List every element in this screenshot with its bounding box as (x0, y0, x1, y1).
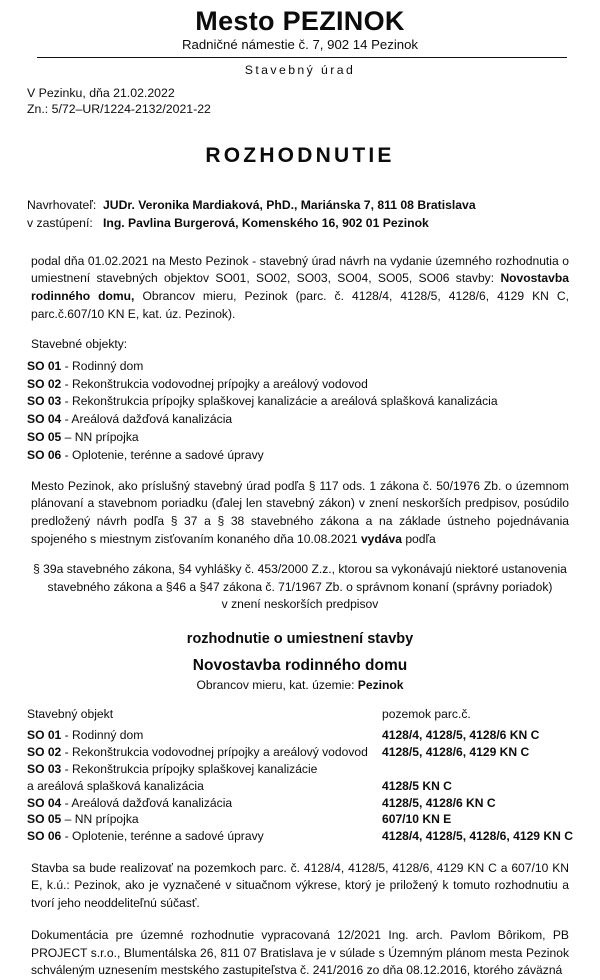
row-object-separator: - (61, 745, 73, 760)
row-object (27, 761, 382, 778)
object-name: Rekonštrukcia vodovodnej prípojky a areálový vodovod (72, 376, 368, 391)
list-item (27, 358, 600, 376)
object-code: SO 04 (27, 412, 62, 427)
row-object-separator: - (61, 728, 73, 743)
object-name: NN prípojka (74, 430, 139, 445)
object-code: SO 06 (27, 448, 62, 463)
object-separator: – (61, 430, 75, 445)
row-object-continuation: a areálová splašková kanalizácia (27, 778, 204, 793)
row-object-name: Oplotenie, terénne a sadové úpravy (72, 829, 264, 844)
row-parcel (382, 761, 575, 778)
row-object (27, 828, 382, 845)
citation-line-3: v znení neskorších predpisov (221, 597, 379, 612)
row-object-name: NN prípojka (74, 812, 139, 827)
object-name: Rekonštrukcia prípojky splaškovej kanalizácie a areálová splašková kanalizácia (72, 394, 498, 409)
organization-title: Mesto PEZINOK (195, 6, 405, 36)
row-object (27, 794, 382, 811)
object-separator: - (61, 394, 73, 409)
legal-basis-paragraph (31, 478, 569, 548)
realization-paragraph: Stavba sa bude realizovať na pozemkoch parc. č. 4128/4, 4128/5, 4128/6, 4129 KN C a 607/10 KN E, k.ú.: Pezinok, ako je vyznačené v situačnom výkrese, ktorý je priložený k tomuto rozhodnutiu a tvorí jeho neoddeliteľnú súčasť. (31, 860, 569, 910)
organization-address: Radničné námestie č. 7, 902 14 Pezinok (181, 37, 419, 53)
decision-location (0, 678, 600, 692)
object-code: SO 02 (27, 376, 62, 391)
row-object-code: SO 03 (27, 762, 62, 777)
object-code: SO 01 (27, 358, 62, 373)
letterhead (0, 0, 600, 77)
row-parcel: 607/10 KN E (382, 812, 452, 827)
parcel-table (27, 706, 575, 845)
table-row (27, 744, 575, 761)
row-object (27, 811, 382, 828)
object-name: Rodinný dom (72, 358, 144, 373)
row-parcel: 4128/5, 4128/6 KN C (382, 795, 496, 810)
row-object-name: Rodinný dom (72, 728, 144, 743)
row-object-name: Rekonštrukcia prípojky splaškovej kanalizácie (72, 762, 318, 777)
header-object: Stavebný objekt (27, 707, 114, 722)
list-item (27, 411, 600, 429)
row-object-separator: - (61, 762, 73, 777)
parcel-table-head (27, 706, 575, 727)
table-row-continuation (27, 777, 575, 794)
file-number: Zn.: 5/72–UR/1224-2132/2021-22 (27, 102, 211, 117)
table-row (27, 811, 575, 828)
row-object (27, 744, 382, 761)
citation-line-1: § 39a stavebného zákona, §4 vyhlášky č. 453/2000 Z.z., ktorou sa vykonávajú niektoré ustanovenia (33, 562, 567, 577)
objects-label: Stavebné objekty: (31, 337, 128, 352)
row-object-name: Areálová dažďová kanalizácia (71, 795, 233, 810)
legal-basis-tail: podľa (401, 531, 436, 546)
table-row (27, 761, 575, 778)
row-object-separator: – (61, 812, 75, 827)
table-row (27, 794, 575, 811)
list-item (27, 447, 600, 465)
parcel-table-body (27, 727, 575, 844)
documentation-paragraph: Dokumentácia pre územné rozhodnutie vypracovaná 12/2021 Ing. arch. Pavlom Bôrikom, PB PROJECT s.r.o., Blumentálska 26, 811 07 Bratislava je v súlade s Územným plánom mesta Pezinok schváleným uznesením mestského zastupiteľstva č. 241/2016 zo dňa 08.12.2016, ktorého záväzná (31, 928, 569, 978)
document-heading: ROZHODNUTIE (205, 144, 395, 168)
object-separator: - (61, 358, 73, 373)
object-separator: - (61, 448, 73, 463)
decision-location-prefix: Obrancov mieru, kat. územie: (196, 677, 358, 692)
row-object-code: SO 01 (27, 728, 62, 743)
row-object-separator: - (61, 829, 73, 844)
legal-basis-text: Mesto Pezinok, ako príslušný stavebný úrad podľa § 117 ods. 1 zákona č. 50/1976 Zb. o územnom plánovaní a stavebnom poriadku (ďalej len stavebný zákon) v znení neskorších predpisov, posúdilo predložený návrh podľa § 37 a § 38 stavebného zákona a na základe ústneho pojednávania spojeného s miestnym zisťovaním konaného dňa 10.08.2021 (31, 478, 569, 546)
object-code: SO 03 (27, 394, 62, 409)
object-name: Areálová dažďová kanalizácia (71, 412, 233, 427)
row-parcel: 4128/4, 4128/5, 4128/6 KN C (382, 728, 540, 743)
proposer-label: Navrhovateľ: (27, 198, 97, 213)
legal-issues-keyword: vydáva (360, 531, 402, 546)
department-name: Stavebný úrad (244, 62, 356, 77)
row-parcel: 4128/4, 4128/5, 4128/6, 4129 KN C (382, 829, 573, 844)
decision-title: rozhodnutie o umiestnení stavby (186, 630, 414, 647)
table-row (27, 828, 575, 845)
row-parcel: 4128/5 KN C (382, 778, 452, 793)
object-name: Oplotenie, terénne a sadové úpravy (72, 448, 264, 463)
table-header-row (27, 706, 575, 727)
list-item (27, 393, 600, 411)
intro-building-name: Novostavba rodinného domu, (31, 271, 569, 304)
reference-block (27, 85, 600, 117)
legal-citation-block (31, 561, 569, 614)
citation-line-2: stavebného zákona a §46 a §47 zákona č. 71/1967 Zb. o správnom konaní (správny poriadok) (47, 579, 553, 594)
intro-paragraph (31, 253, 569, 323)
applicant-row-representative (27, 215, 600, 232)
decision-location-cadastre: Pezinok (357, 677, 404, 692)
row-object-separator: - (61, 795, 72, 810)
object-separator: - (61, 376, 73, 391)
table-row (27, 727, 575, 744)
building-objects-list (27, 358, 600, 465)
place-and-date: V Pezinku, dňa 21.02.2022 (27, 85, 175, 100)
proposer-value: JUDr. Veronika Mardiaková, PhD., Mariánska 7, 811 08 Bratislava (103, 198, 476, 213)
decision-subtitle: Novostavba rodinného domu (192, 656, 408, 674)
intro-part-2: Obrancov mieru, Pezinok (parc. č. 4128/4, 4128/5, 4128/6, 4129 KN C, parc.č.607/10 KN E, kat. úz. Pezinok). (31, 289, 569, 321)
representative-label: v zastúpení: (27, 215, 93, 230)
row-object-code: SO 04 (27, 795, 62, 810)
intro-part-1: podal dňa 01.02.2021 na Mesto Pezinok - stavebný úrad návrh na vydanie územného rozhodnutia o umiestnení stavebných objektov SO01, SO02, SO03, SO04, SO05, SO06 stavby: (31, 253, 569, 286)
object-separator: - (61, 412, 72, 427)
row-object (27, 727, 382, 744)
applicant-block (27, 197, 600, 232)
row-object-code: SO 02 (27, 745, 62, 760)
list-item (27, 376, 600, 394)
row-object-code: SO 05 (27, 812, 62, 827)
object-code: SO 05 (27, 430, 62, 445)
applicant-row-proposer (27, 197, 600, 214)
row-object-code: SO 06 (27, 829, 62, 844)
header-parcel: pozemok parc.č. (382, 707, 471, 722)
row-object-name: Rekonštrukcia vodovodnej prípojky a areálový vodovod (72, 745, 368, 760)
representative-value: Ing. Pavlina Burgerová, Komenského 16, 902 01 Pezinok (103, 215, 429, 230)
letterhead-divider (37, 57, 567, 58)
list-item (27, 429, 600, 447)
row-parcel: 4128/5, 4128/6, 4129 KN C (382, 745, 530, 760)
